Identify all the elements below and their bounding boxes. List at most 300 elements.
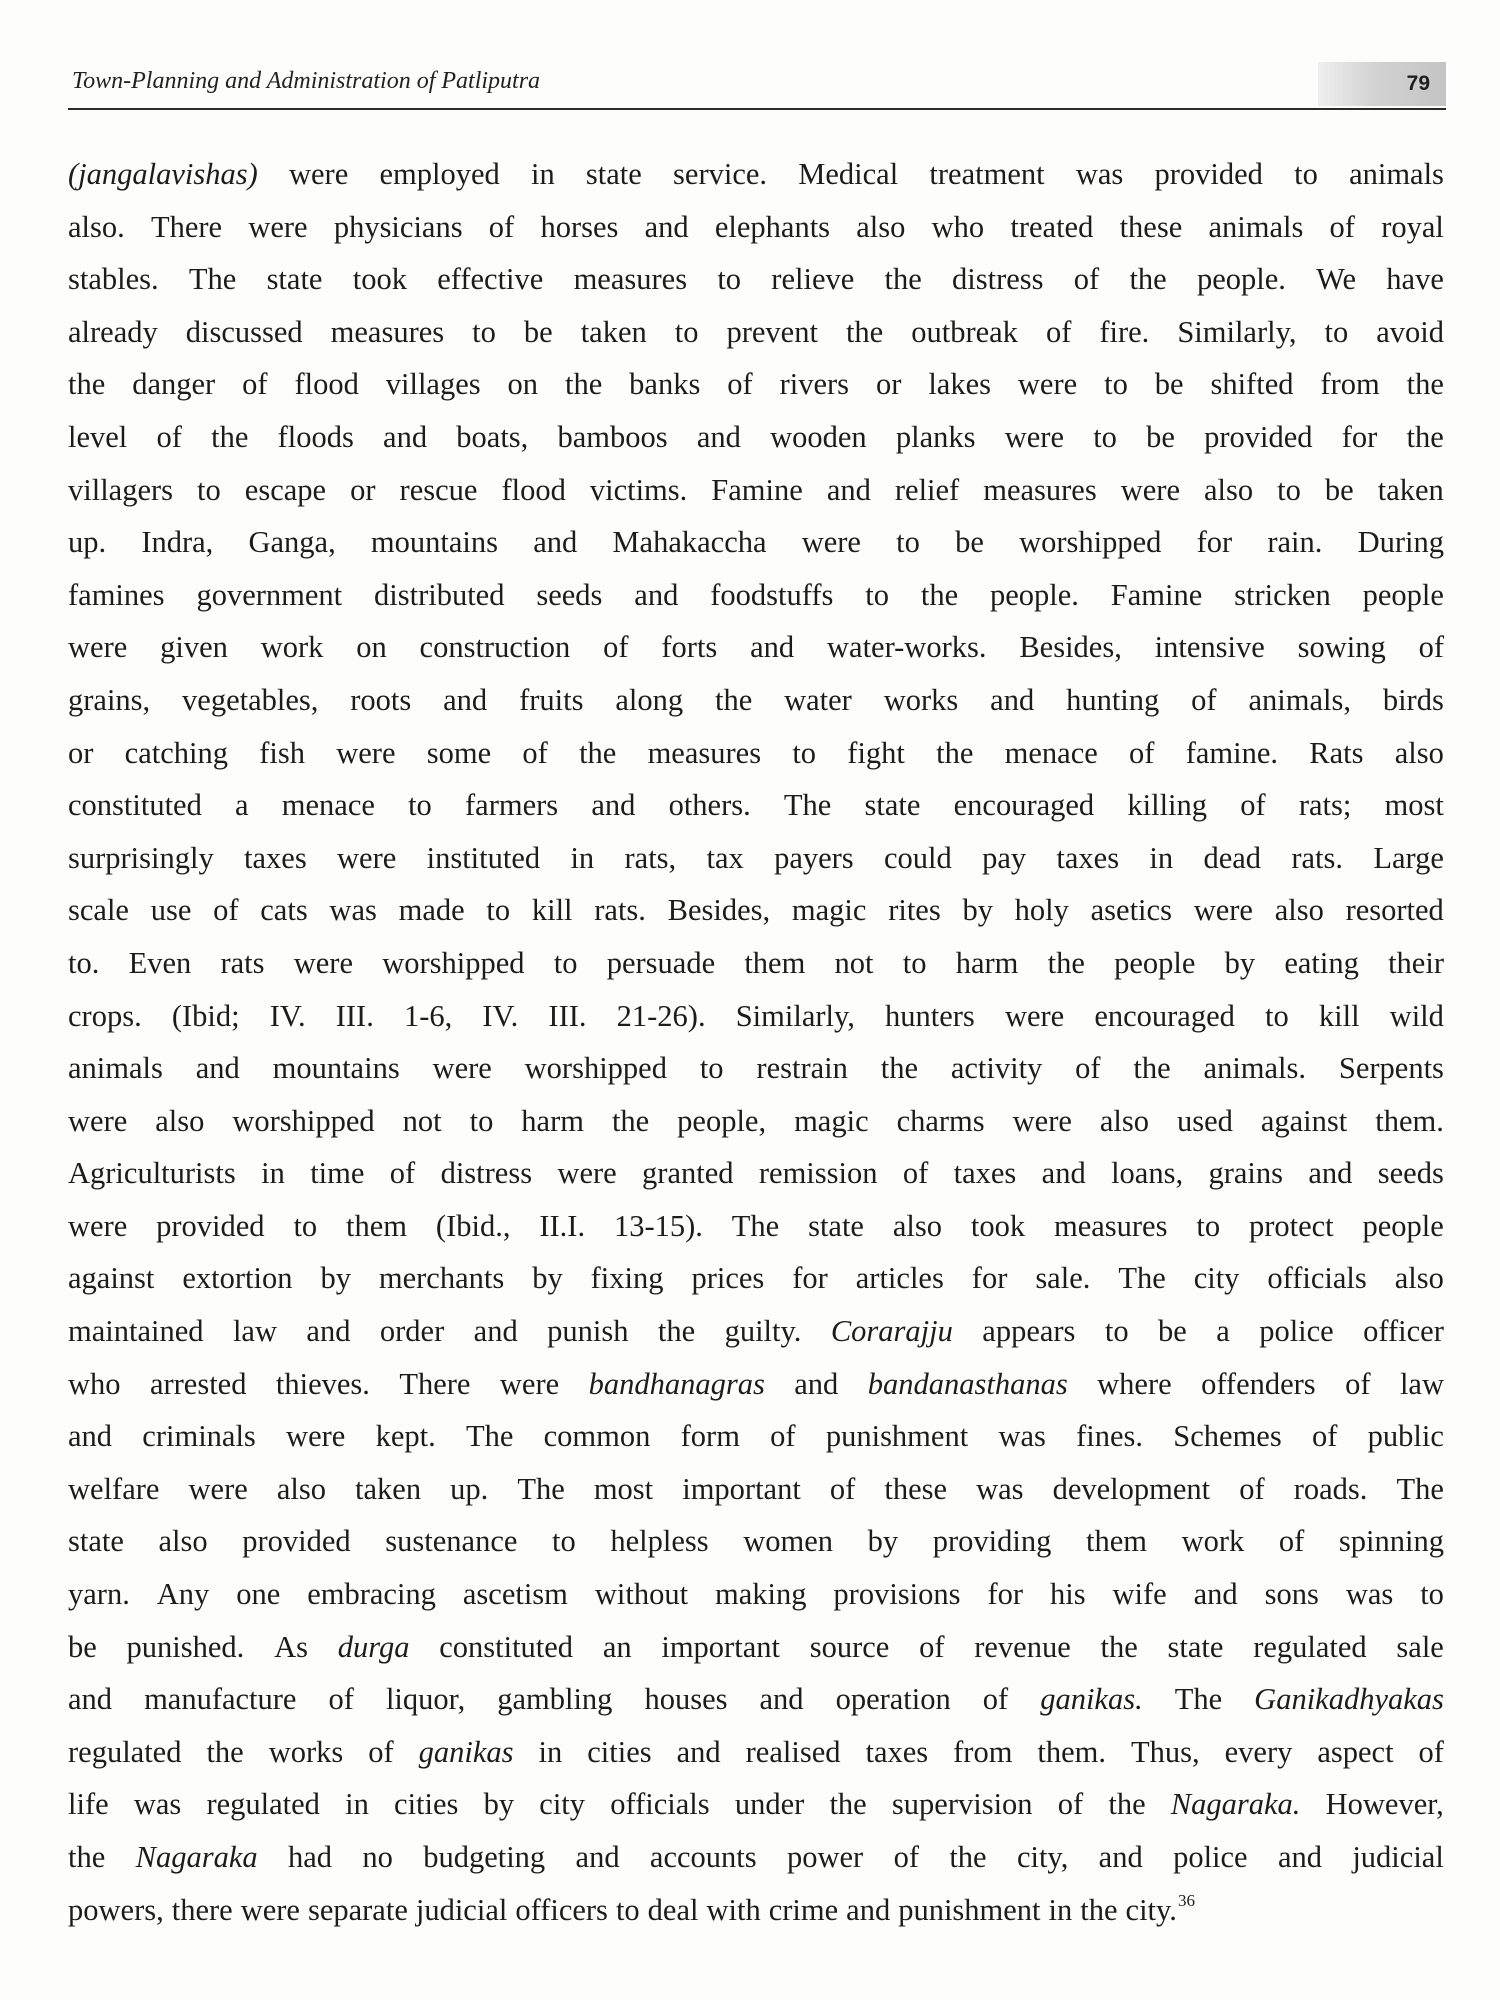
word: ascetism: [462, 1577, 568, 1612]
word: elephants: [714, 209, 831, 244]
word: the: [920, 577, 959, 612]
word: supervision: [891, 1787, 1033, 1822]
word: along: [615, 682, 684, 717]
word: one: [236, 1577, 281, 1612]
word: to: [615, 1892, 640, 1927]
word: roots: [350, 682, 412, 717]
word: important: [682, 1471, 801, 1506]
word: provisions: [833, 1577, 961, 1612]
word: stricken: [1234, 577, 1331, 612]
text-line: [68, 1884, 1444, 1937]
word: pay: [982, 840, 1027, 875]
word: rats.: [594, 893, 646, 928]
word: physicians: [333, 209, 463, 244]
word: rats,: [624, 840, 677, 875]
word: Nagaraka: [135, 1840, 258, 1874]
word: provided: [1204, 419, 1313, 454]
word: important: [661, 1629, 780, 1664]
word: the: [880, 1051, 918, 1086]
word: royal: [1381, 209, 1444, 244]
word: encouraged: [1094, 998, 1235, 1033]
word: II.I.: [539, 1208, 586, 1243]
word: Agriculturists: [68, 1156, 236, 1191]
text-line: [68, 832, 1444, 885]
word: the: [1129, 262, 1167, 297]
word: level: [68, 419, 128, 454]
word: in: [538, 1734, 563, 1769]
word: bamboos: [557, 419, 668, 454]
word: life: [68, 1787, 109, 1822]
word: were: [432, 1051, 492, 1086]
word: and: [533, 525, 578, 560]
word: famines: [68, 577, 165, 612]
page-number-box: [1318, 62, 1446, 106]
word: cities: [394, 1787, 459, 1822]
word: farmers: [465, 788, 559, 823]
word: Rats: [1309, 735, 1364, 770]
word: III.: [548, 998, 587, 1033]
word: people: [1362, 577, 1444, 612]
word: were: [286, 1419, 346, 1454]
word: famine.: [1185, 735, 1279, 770]
word: relief: [894, 472, 960, 507]
word: vegetables,: [182, 682, 319, 717]
word: taxes: [244, 840, 307, 875]
word: were: [801, 525, 861, 560]
word: The: [1396, 1471, 1444, 1506]
text-line: [68, 1042, 1444, 1095]
word: was: [976, 1471, 1024, 1506]
word: or: [350, 472, 376, 507]
word: measures: [330, 314, 445, 349]
text-line: [68, 1778, 1444, 1831]
word: the: [1108, 1787, 1146, 1822]
word: were: [68, 630, 128, 665]
word: used: [1176, 1103, 1233, 1138]
word: be: [523, 314, 553, 349]
text-line: [68, 201, 1444, 254]
word: and: [990, 682, 1035, 717]
word: of: [156, 419, 182, 454]
word: to.: [68, 945, 100, 980]
word: remission: [758, 1156, 878, 1191]
word: and: [676, 1734, 721, 1769]
word: grains,: [68, 682, 151, 717]
word: and: [794, 1366, 839, 1401]
word: spinning: [1338, 1524, 1444, 1559]
word: common: [543, 1419, 651, 1454]
word: rivers: [779, 367, 850, 402]
word: source: [809, 1629, 890, 1664]
word: taken: [355, 1471, 422, 1506]
word: were: [1004, 419, 1064, 454]
word: took: [970, 1208, 1026, 1243]
word: prevent: [726, 314, 818, 349]
word: and: [591, 788, 636, 823]
word: to: [902, 945, 927, 980]
word: given: [160, 630, 228, 665]
word: were: [288, 157, 349, 191]
word: the: [845, 314, 884, 349]
word: the: [949, 1840, 987, 1874]
word: employed: [379, 157, 500, 191]
word: had: [287, 1840, 332, 1874]
word: to: [1277, 472, 1301, 507]
word: state: [266, 262, 323, 297]
word: hunters: [885, 998, 975, 1033]
word: kill: [531, 893, 573, 928]
word: houses: [644, 1682, 728, 1717]
word: where: [1097, 1366, 1172, 1401]
word: grains: [1208, 1156, 1283, 1191]
word: 1-6,: [403, 998, 453, 1033]
word: measures: [647, 735, 762, 770]
word: forts: [661, 630, 718, 665]
word: the: [1133, 1051, 1171, 1086]
word: punishment: [825, 1419, 969, 1454]
word: mountains: [370, 525, 498, 560]
word: menace: [1004, 735, 1098, 770]
word: restrain: [756, 1051, 848, 1086]
word: police: [1173, 1840, 1248, 1874]
word: who: [931, 209, 985, 244]
word: by: [532, 1261, 563, 1296]
word: hunting: [1066, 682, 1160, 717]
word: animals.: [1203, 1051, 1307, 1086]
word: accounts: [649, 1840, 757, 1874]
word: took: [352, 262, 407, 297]
word: of: [1418, 1734, 1444, 1769]
word: realised: [745, 1734, 841, 1769]
word: prices: [691, 1261, 765, 1296]
word: them.: [1037, 1734, 1107, 1769]
word: offenders: [1201, 1366, 1316, 1401]
text-line: [68, 727, 1444, 780]
word: of: [1329, 209, 1355, 244]
word: of: [919, 1629, 945, 1664]
word: state: [68, 1524, 124, 1559]
word: banks: [629, 367, 701, 402]
word: distress: [440, 1156, 533, 1191]
word: of: [1129, 735, 1155, 770]
word: most: [1384, 788, 1444, 823]
word: instituted: [426, 840, 541, 875]
word: these: [884, 1471, 948, 1506]
word: and: [195, 1051, 240, 1086]
word: stables.: [68, 262, 159, 297]
word: and: [68, 1682, 113, 1717]
word: were: [240, 1892, 300, 1927]
word: sale.: [1035, 1261, 1091, 1296]
word: rats.: [1291, 840, 1344, 875]
word: of: [389, 1156, 416, 1191]
word: harm: [955, 945, 1019, 980]
text-line: [68, 1673, 1444, 1726]
word: Mahakaccha: [612, 525, 767, 560]
word: tax: [706, 840, 744, 875]
word: animals,: [1248, 682, 1351, 717]
word: appears: [982, 1314, 1076, 1349]
word: punishment: [898, 1892, 1041, 1927]
word: avoid: [1376, 314, 1444, 349]
word: (Ibid.,: [435, 1208, 511, 1243]
word: of: [829, 1471, 856, 1506]
page-number: 79: [1406, 72, 1430, 95]
text-line: [68, 1831, 1444, 1884]
word: work: [260, 630, 324, 665]
word: were: [1120, 472, 1180, 507]
word: by: [1224, 945, 1256, 980]
word: distress: [952, 262, 1044, 297]
word: constituted: [439, 1629, 574, 1664]
word: the: [1406, 367, 1444, 402]
word: of: [1239, 1471, 1265, 1506]
word: ganikas.: [1040, 1682, 1143, 1717]
word: Besides,: [1019, 630, 1122, 665]
word: and: [1098, 1840, 1143, 1874]
word: also: [158, 1524, 208, 1559]
word: be: [1324, 472, 1354, 507]
word: flood: [294, 367, 359, 402]
text-line: [68, 990, 1444, 1043]
text-line: [68, 1305, 1444, 1358]
word: making: [714, 1577, 807, 1612]
word: guilty.: [724, 1314, 802, 1349]
word: made: [398, 893, 465, 928]
word: and: [826, 472, 871, 507]
word: Similarly,: [1177, 314, 1297, 349]
word: to: [1104, 1314, 1129, 1349]
word: IV.: [269, 998, 306, 1033]
word: by: [867, 1524, 899, 1559]
word: rites: [888, 893, 941, 928]
text-line: [68, 1621, 1444, 1674]
word: these: [1119, 209, 1183, 244]
word: relieve: [771, 262, 855, 297]
word: 13-15).: [613, 1208, 703, 1243]
word: to: [1104, 367, 1128, 402]
word: under: [734, 1787, 805, 1822]
word: of: [893, 1840, 919, 1874]
word: of: [522, 735, 548, 770]
word: Nagaraka.: [1170, 1787, 1301, 1822]
word: deal: [647, 1892, 699, 1927]
word: escape: [244, 472, 327, 507]
word: the: [936, 735, 974, 770]
word: villages: [385, 367, 481, 402]
word: and: [1277, 1840, 1322, 1874]
word: Large: [1373, 840, 1444, 875]
word: were: [557, 1156, 617, 1191]
word: kill: [1318, 998, 1360, 1033]
word: who: [68, 1366, 121, 1401]
word: of: [727, 367, 753, 402]
word: some: [426, 735, 492, 770]
word: persuade: [606, 945, 716, 980]
word: sowing: [1297, 630, 1386, 665]
word: against: [1260, 1103, 1348, 1138]
word: with: [706, 1892, 761, 1927]
word: powers,: [68, 1892, 164, 1927]
word: III.: [335, 998, 374, 1033]
word: effective: [437, 262, 544, 297]
word: in: [261, 1156, 285, 1191]
word: not: [402, 1103, 442, 1138]
word: taken: [580, 314, 647, 349]
word: danger: [132, 367, 216, 402]
word: taxes: [953, 1156, 1017, 1191]
word: on: [356, 630, 387, 665]
word: to: [197, 472, 221, 507]
word: floods: [277, 419, 354, 454]
word: rats: [220, 945, 265, 980]
word: animals: [1349, 157, 1444, 191]
word: them: [744, 945, 806, 980]
word: Famine: [1110, 577, 1203, 612]
word: sale: [1396, 1629, 1444, 1664]
word: for: [792, 1261, 828, 1296]
word: fruits: [519, 682, 584, 717]
running-head: [68, 62, 1446, 110]
word: there: [171, 1892, 233, 1927]
word: were: [1004, 998, 1065, 1033]
word: scale: [68, 893, 129, 928]
word: (jangalavishas): [68, 157, 258, 191]
word: rain.: [1267, 525, 1323, 560]
word: provided: [1154, 157, 1263, 191]
word: fines.: [1076, 1419, 1144, 1454]
word: thieves.: [275, 1366, 370, 1401]
word: The: [188, 262, 237, 297]
word: state: [585, 157, 642, 191]
word: them: [1085, 1524, 1147, 1559]
word: was: [1075, 157, 1124, 191]
word: worshipped: [1019, 525, 1162, 560]
word: taxes: [865, 1734, 929, 1769]
word: be: [68, 1629, 97, 1664]
word: of: [213, 893, 239, 928]
word: the: [611, 1103, 650, 1138]
text-line: [68, 1358, 1444, 1411]
word: judicial: [1352, 1840, 1444, 1874]
word: fire.: [1099, 314, 1150, 349]
word: of: [902, 1156, 929, 1191]
word: people,: [677, 1103, 767, 1138]
word: taken: [1377, 472, 1444, 507]
word: durga: [337, 1629, 410, 1664]
word: to: [792, 735, 817, 770]
body-text: [68, 148, 1444, 1936]
word: Famine: [711, 472, 803, 507]
text-line: [68, 884, 1444, 937]
word: for: [1196, 525, 1233, 560]
word: be: [955, 525, 984, 560]
word: wild: [1389, 998, 1444, 1033]
word: and: [750, 630, 795, 665]
word: in: [1149, 840, 1174, 875]
word: charms: [896, 1103, 985, 1138]
word: As: [274, 1629, 308, 1664]
word: or: [68, 735, 94, 770]
word: people.: [989, 577, 1079, 612]
word: judicial: [415, 1892, 508, 1927]
word: budgeting: [423, 1840, 546, 1874]
word: from: [1320, 367, 1380, 402]
word: punish: [547, 1314, 629, 1349]
word: gambling: [497, 1682, 613, 1717]
text-line: [68, 358, 1444, 411]
word: yarn.: [68, 1577, 130, 1612]
word: and: [696, 419, 741, 454]
word: Even: [128, 945, 192, 980]
word: catching: [124, 735, 228, 770]
word: manufacture: [144, 1682, 297, 1717]
word: Thus,: [1131, 1734, 1200, 1769]
word: officials: [610, 1787, 710, 1822]
word: shifted: [1210, 367, 1294, 402]
word: were: [68, 1103, 128, 1138]
word: IV.: [482, 998, 519, 1033]
word: women: [743, 1524, 834, 1559]
word: planks: [895, 419, 976, 454]
word: to: [717, 262, 742, 297]
word: discussed: [185, 314, 303, 349]
text-line: [68, 253, 1444, 306]
word: and: [383, 419, 428, 454]
word: arrested: [149, 1366, 247, 1401]
word: could: [883, 840, 952, 875]
word: for: [1341, 419, 1378, 454]
word: to: [1265, 998, 1289, 1033]
word: power: [786, 1840, 864, 1874]
word: revenue: [974, 1629, 1071, 1664]
word: were: [337, 840, 397, 875]
word: without: [594, 1577, 689, 1612]
word: to: [408, 788, 432, 823]
word: the: [884, 262, 922, 297]
word: punished.: [126, 1629, 245, 1664]
word: of: [1075, 1051, 1101, 1086]
word: helpless: [610, 1524, 709, 1559]
word: to: [674, 314, 699, 349]
word: of: [1311, 1419, 1338, 1454]
word: police: [1259, 1314, 1334, 1349]
word: of: [1345, 1366, 1371, 1401]
word: to: [1420, 1577, 1444, 1612]
word: horses: [540, 209, 619, 244]
word: killing: [1127, 788, 1208, 823]
word: (Ibid;: [171, 998, 240, 1033]
word: There: [150, 209, 223, 244]
word: by: [320, 1261, 351, 1296]
word: them.: [1375, 1103, 1444, 1138]
word: state: [1167, 1629, 1224, 1664]
word: were: [293, 945, 353, 980]
text-line: [68, 779, 1444, 832]
word: The: [783, 788, 832, 823]
word: and: [306, 1314, 351, 1349]
word: against: [68, 1261, 155, 1296]
word: city.$^{36}$: [1125, 1890, 1195, 1927]
word: was: [998, 1419, 1046, 1454]
word: and: [473, 1314, 518, 1349]
word: no: [362, 1840, 393, 1874]
text-line: [68, 1515, 1444, 1568]
word: of: [368, 1734, 394, 1769]
word: officers: [515, 1892, 608, 1927]
word: in: [530, 157, 555, 191]
word: The: [465, 1419, 514, 1454]
